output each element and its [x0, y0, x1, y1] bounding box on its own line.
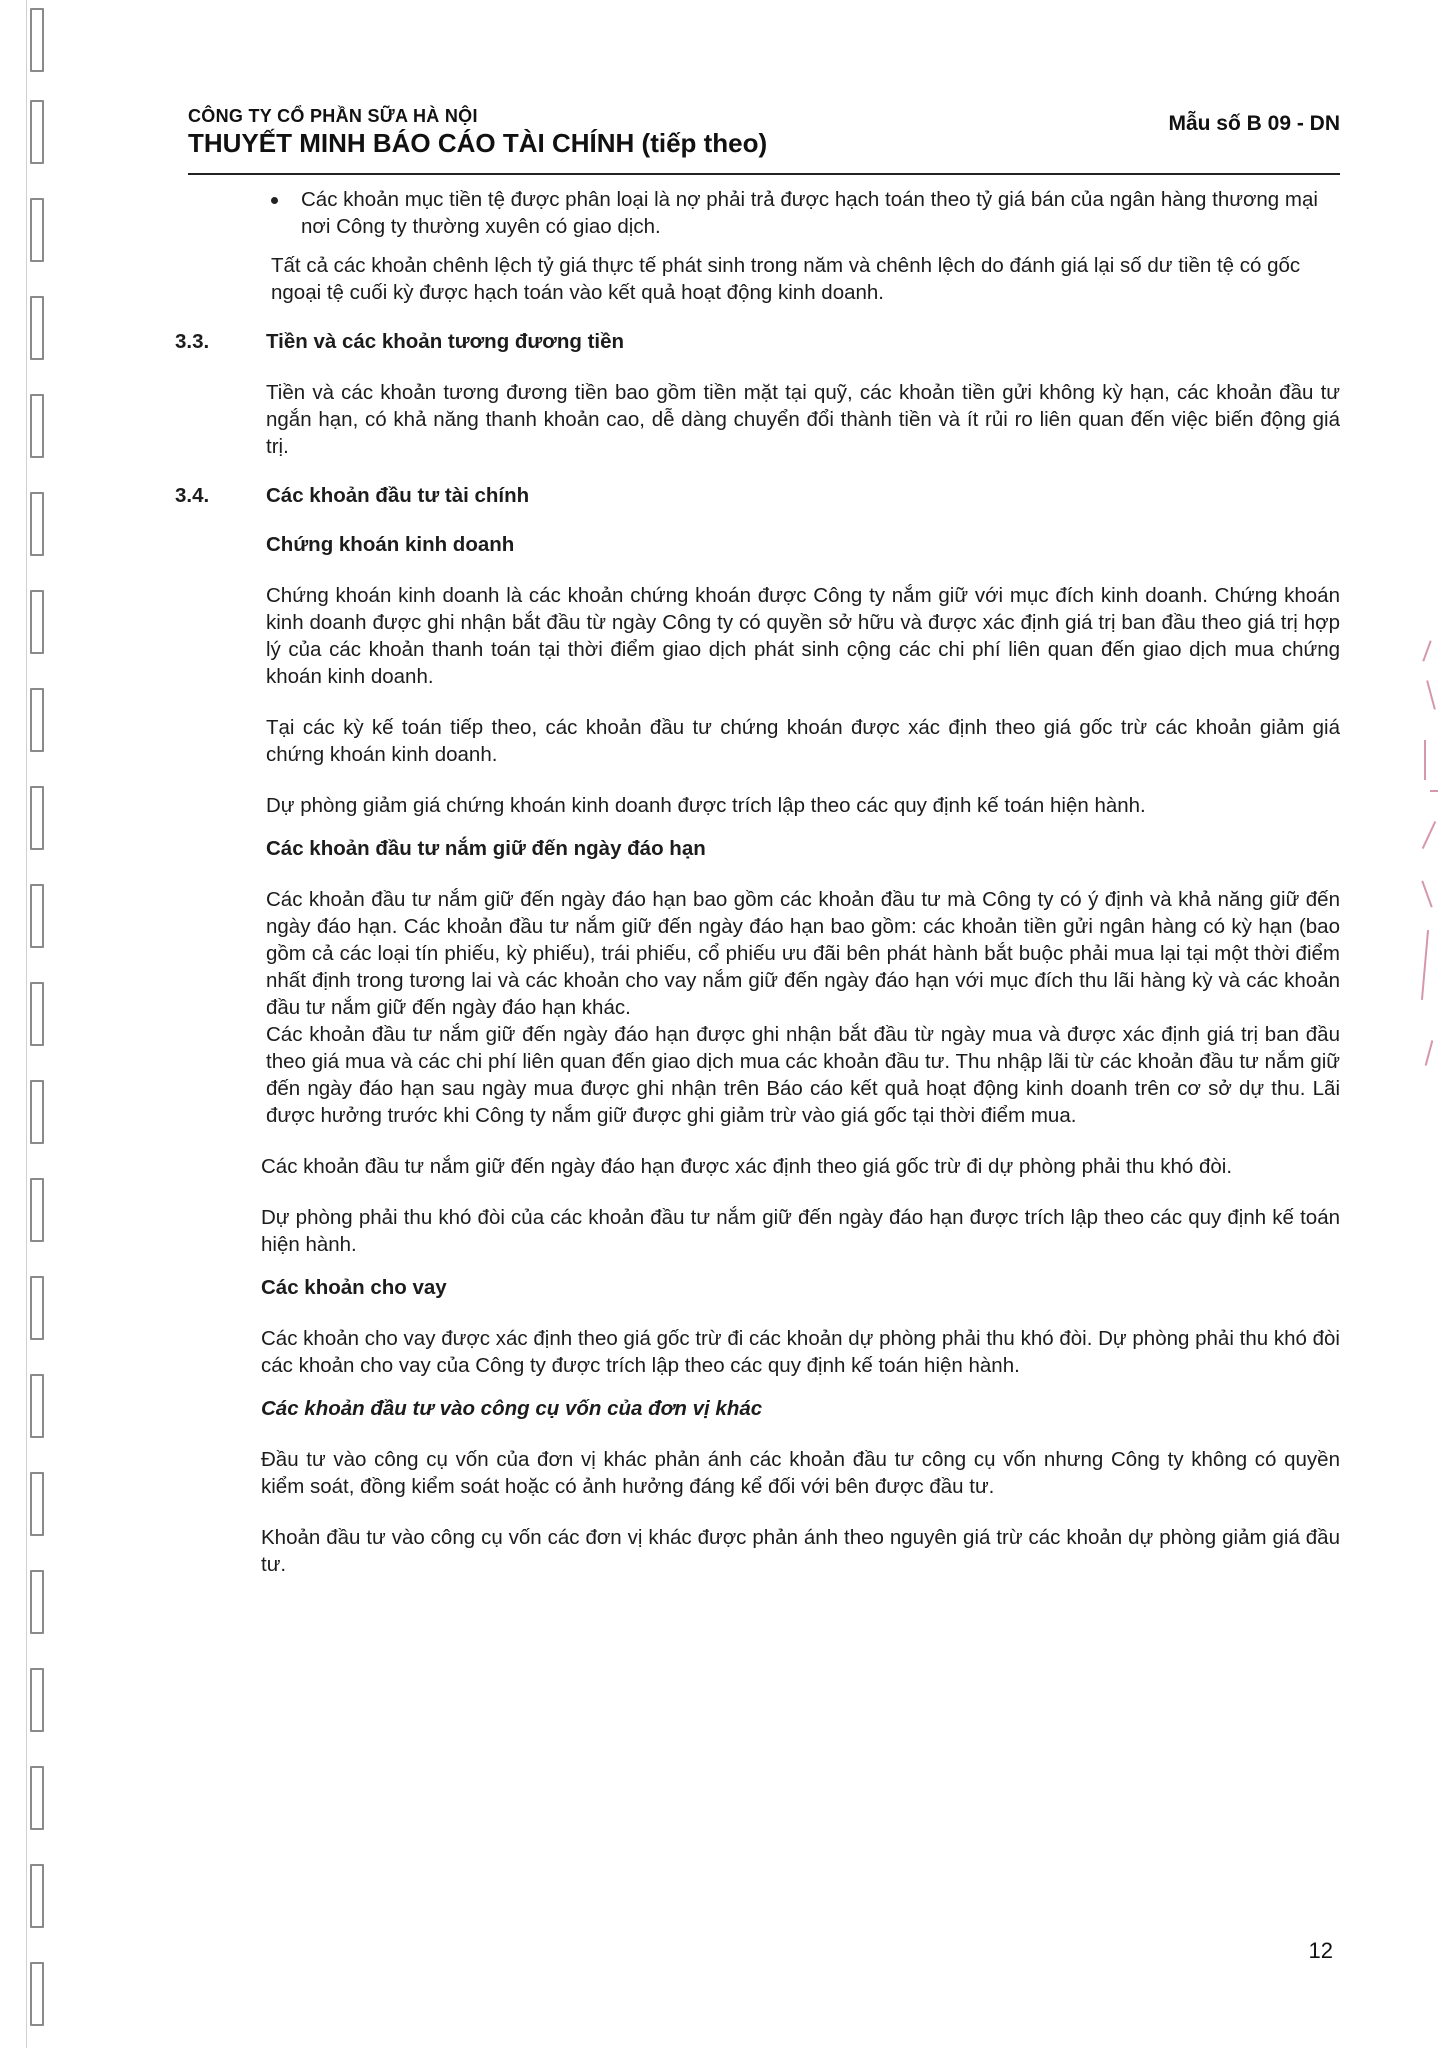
binder-hole [30, 1962, 44, 2026]
loans-paragraph: Các khoản cho vay được xác định theo giá gốc trừ đi các khoản dự phòng phải thu khó đòi. Dự phòng phải thu khó đòi các khoản cho vay của Công ty được trích lập theo các quy định kế toán hiện hành. [261, 1327, 1340, 1377]
company-name: CÔNG TY CỔ PHẦN SỮA HÀ NỘI [188, 106, 478, 126]
binder-hole [30, 1668, 44, 1732]
subheading-trading-securities: Chứng khoán kinh doanh [266, 533, 515, 556]
binder-hole [30, 1276, 44, 1340]
binder-hole [30, 100, 44, 164]
binder-hole [30, 1472, 44, 1536]
document-body [175, 186, 1340, 1578]
bullet-text: Các khoản mục tiền tệ được phân loại là nợ phải trả được hạch toán theo tỷ giá bán của ngân hàng thương mại nơi Công ty thường xuyên có giao dịch. [301, 188, 1318, 238]
binder-hole [30, 786, 44, 850]
binder-hole [30, 492, 44, 556]
binder-strip [0, 0, 70, 2048]
subheading-loans: Các khoản cho vay [261, 1276, 447, 1299]
binder-hole [30, 1766, 44, 1830]
binder-line [26, 0, 27, 2048]
htm-paragraph-3: Các khoản đầu tư nắm giữ đến ngày đáo hạn được xác định theo giá gốc trừ đi dự phòng phải thu khó đòi. [261, 1155, 1233, 1178]
binder-hole [30, 590, 44, 654]
margin-annotation-marks [1420, 640, 1444, 1070]
htm-paragraph-1: Các khoản đầu tư nắm giữ đến ngày đáo hạn bao gồm các khoản đầu tư mà Công ty có ý định và khả năng giữ đến ngày đáo hạn. Các khoản đầu tư nắm giữ đến ngày đáo hạn bao gồm: các khoản tiền gửi ngân hàng có kỳ hạn (bao gồm cả các loại tín phiếu, kỳ phiếu), trái phiếu, cổ phiếu ưu đãi bên phát hành bắt buộc phải mua lại tại một thời điểm nhất định trong tương lai và các khoản cho vay nắm giữ đến ngày đáo hạn với mục đích thu lãi hàng kỳ và các khoản đầu tư nắm giữ đến ngày đáo hạn khác. [266, 888, 1340, 1019]
bullet-icon [271, 197, 278, 204]
binder-hole [30, 296, 44, 360]
section-heading-3-4 [175, 482, 1340, 509]
page-header [188, 106, 1340, 159]
binder-hole [30, 982, 44, 1046]
document-title: THUYẾT MINH BÁO CÁO TÀI CHÍNH (tiếp theo) [188, 128, 768, 158]
bullet-item [175, 186, 1340, 240]
binder-hole [30, 1570, 44, 1634]
binder-hole [30, 1178, 44, 1242]
cash-paragraph: Tiền và các khoản tương đương tiền bao gồm tiền mặt tại quỹ, các khoản tiền gửi không kỳ hạn, các khoản đầu tư ngắn hạn, có khả năng thanh khoản cao, dễ dàng chuyển đổi thành tiền và ít rủi ro liên quan đến việc biến động giá trị. [266, 381, 1340, 458]
exchange-rate-paragraph: Tất cả các khoản chênh lệch tỷ giá thực tế phát sinh trong năm và chênh lệch do đánh giá lại số dư tiền tệ có gốc ngoại tệ cuối kỳ được hạch toán vào kết quả hoạt động kinh doanh. [271, 254, 1301, 304]
binder-hole [30, 394, 44, 458]
binder-hole [30, 8, 44, 72]
section-number: 3.3. [175, 330, 210, 353]
trading-paragraph-2: Tại các kỳ kế toán tiếp theo, các khoản đầu tư chứng khoán được xác định theo giá gốc trừ các khoản giảm giá chứng khoán kinh doanh. [266, 716, 1340, 766]
page-number: 12 [1308, 1938, 1333, 1963]
subheading-held-to-maturity: Các khoản đầu tư nắm giữ đến ngày đáo hạn [266, 837, 706, 860]
section-number: 3.4. [175, 484, 210, 507]
section-heading-3-3 [175, 328, 1340, 355]
binder-hole [30, 198, 44, 262]
equity-paragraph-2: Khoản đầu tư vào công cụ vốn các đơn vị khác được phản ánh theo nguyên giá trừ các khoản dự phòng giảm giá đầu tư. [261, 1526, 1340, 1576]
binder-hole [30, 1864, 44, 1928]
equity-paragraph-1: Đầu tư vào công cụ vốn của đơn vị khác phản ánh các khoản đầu tư công cụ vốn nhưng Công ty không có quyền kiểm soát, đồng kiểm soát hoặc có ảnh hưởng đáng kể đối với bên được đầu tư. [261, 1448, 1340, 1498]
htm-paragraph-2: Các khoản đầu tư nắm giữ đến ngày đáo hạn được ghi nhận bắt đầu từ ngày mua và được xác định giá trị ban đầu theo giá mua và các chi phí liên quan đến giao dịch mua các khoản đầu tư. Thu nhập lãi từ các khoản đầu tư nắm giữ đến ngày đáo hạn sau ngày mua được ghi nhận trên Báo cáo kết quả hoạt động kinh doanh trên cơ sở dự thu. Lãi được hưởng trước khi Công ty nắm giữ được ghi giảm trừ vào giá gốc tại thời điểm mua. [266, 1023, 1340, 1127]
binder-hole [30, 1374, 44, 1438]
section-title: Các khoản đầu tư tài chính [266, 484, 530, 507]
form-number: Mẫu số B 09 - DN [1168, 112, 1340, 135]
header-divider [188, 173, 1340, 175]
htm-paragraph-4: Dự phòng phải thu khó đòi của các khoản đầu tư nắm giữ đến ngày đáo hạn được trích lập theo các quy định kế toán hiện hành. [261, 1206, 1340, 1256]
section-title: Tiền và các khoản tương đương tiền [266, 330, 625, 353]
subheading-equity-investments: Các khoản đầu tư vào công cụ vốn của đơn vị khác [261, 1397, 763, 1420]
binder-hole [30, 688, 44, 752]
trading-paragraph-1: Chứng khoán kinh doanh là các khoản chứng khoán được Công ty nắm giữ với mục đích kinh doanh. Chứng khoán kinh doanh được ghi nhận bắt đầu từ ngày Công ty có quyền sở hữu và được xác định giá trị ban đầu theo giá trị hợp lý của các khoản thanh toán tại thời điểm giao dịch phát sinh cộng các chi phí liên quan đến giao dịch mua chứng khoán kinh doanh. [266, 584, 1340, 688]
trading-paragraph-3: Dự phòng giảm giá chứng khoán kinh doanh được trích lập theo các quy định kế toán hiện hành. [266, 794, 1146, 817]
binder-hole [30, 1080, 44, 1144]
binder-hole [30, 884, 44, 948]
